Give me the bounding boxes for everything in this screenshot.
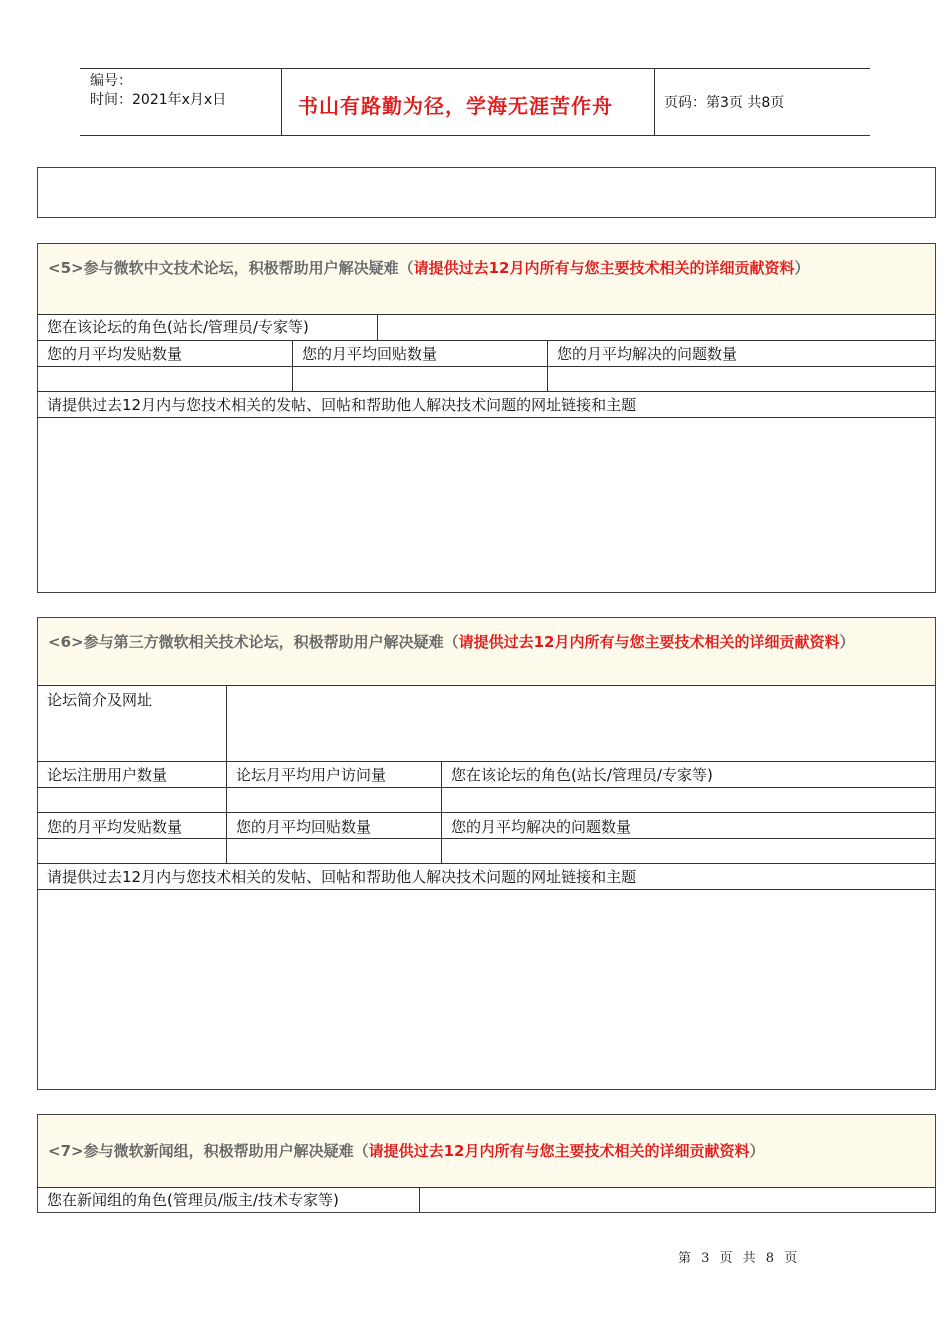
s6-replies-input[interactable]: [227, 839, 441, 863]
s5-replies-label: 您的月平均回贴数量: [302, 345, 438, 363]
s7-role-label: 您在新闻组的角色(管理员/版主/技术专家等): [47, 1191, 339, 1209]
s6-solved-label: 您的月平均解决的问题数量: [451, 818, 632, 836]
s5-posts-input[interactable]: [38, 367, 292, 391]
rule: [37, 761, 936, 762]
s6-replies-label: 您的月平均回贴数量: [236, 818, 372, 836]
s6-links-textarea[interactable]: [38, 890, 935, 1089]
section-5-title: <5>参与微软中文技术论坛，积极帮助用户解决疑难（请提供过去12月内所有与您主要技术相关的详细贡献资料）: [38, 244, 935, 314]
previous-section-box[interactable]: [37, 167, 936, 218]
s5-links-textarea[interactable]: [38, 418, 935, 592]
section-6-title: <6>参与第三方微软相关技术论坛，积极帮助用户解决疑难（请提供过去12月内所有与您主要技术相关的详细贡献资料）: [38, 618, 935, 685]
s6-visits-input[interactable]: [227, 788, 441, 812]
s6-intro-input[interactable]: [227, 686, 935, 761]
page-code-label: 页码：第3页 共8页: [664, 95, 785, 111]
header-divider-left: [281, 68, 282, 136]
page-footer-number: 第 3 页 共 8 页: [678, 1251, 801, 1266]
s6-role-label: 您在该论坛的角色(站长/管理员/专家等): [451, 766, 713, 784]
s6-role-input[interactable]: [442, 788, 935, 812]
s5-replies-input[interactable]: [293, 367, 547, 391]
s6-posts-input[interactable]: [38, 839, 226, 863]
s6-posts-label: 您的月平均发贴数量: [47, 818, 183, 836]
header-divider-right: [654, 68, 655, 136]
s5-links-label: 请提供过去12月内与您技术相关的发帖、回帖和帮助他人解决技术问题的网址链接和主题: [47, 396, 637, 414]
serial-number-label: 编号：: [90, 73, 132, 89]
s6-links-label: 请提供过去12月内与您技术相关的发帖、回帖和帮助他人解决技术问题的网址链接和主题: [47, 868, 637, 886]
s5-solved-label: 您的月平均解决的问题数量: [557, 345, 738, 363]
s5-role-label: 您在该论坛的角色(站长/管理员/专家等): [47, 318, 309, 336]
s5-posts-label: 您的月平均发贴数量: [47, 345, 183, 363]
s5-role-input[interactable]: [378, 315, 935, 340]
s6-registered-input[interactable]: [38, 788, 226, 812]
s6-solved-input[interactable]: [442, 839, 935, 863]
s6-registered-label: 论坛注册用户数量: [47, 766, 168, 784]
rule: [37, 812, 936, 813]
rule: [37, 863, 936, 864]
rule: [37, 340, 936, 341]
rule: [37, 391, 936, 392]
section-7-title: <7>参与微软新闻组，积极帮助用户解决疑难（请提供过去12月内所有与您主要技术相关的详细贡献资料）: [38, 1115, 935, 1187]
s7-role-input[interactable]: [420, 1188, 935, 1212]
s5-solved-input[interactable]: [548, 367, 935, 391]
s6-intro-label: 论坛简介及网址: [47, 691, 153, 709]
s6-visits-label: 论坛月平均用户访问量: [236, 766, 387, 784]
motto-text: 书山有路勤为径，学海无涯苦作舟: [298, 94, 613, 118]
header-bottom-rule: [80, 135, 870, 136]
header-top-rule: [80, 68, 870, 69]
date-label: 时间：2021年x月x日: [90, 92, 227, 108]
